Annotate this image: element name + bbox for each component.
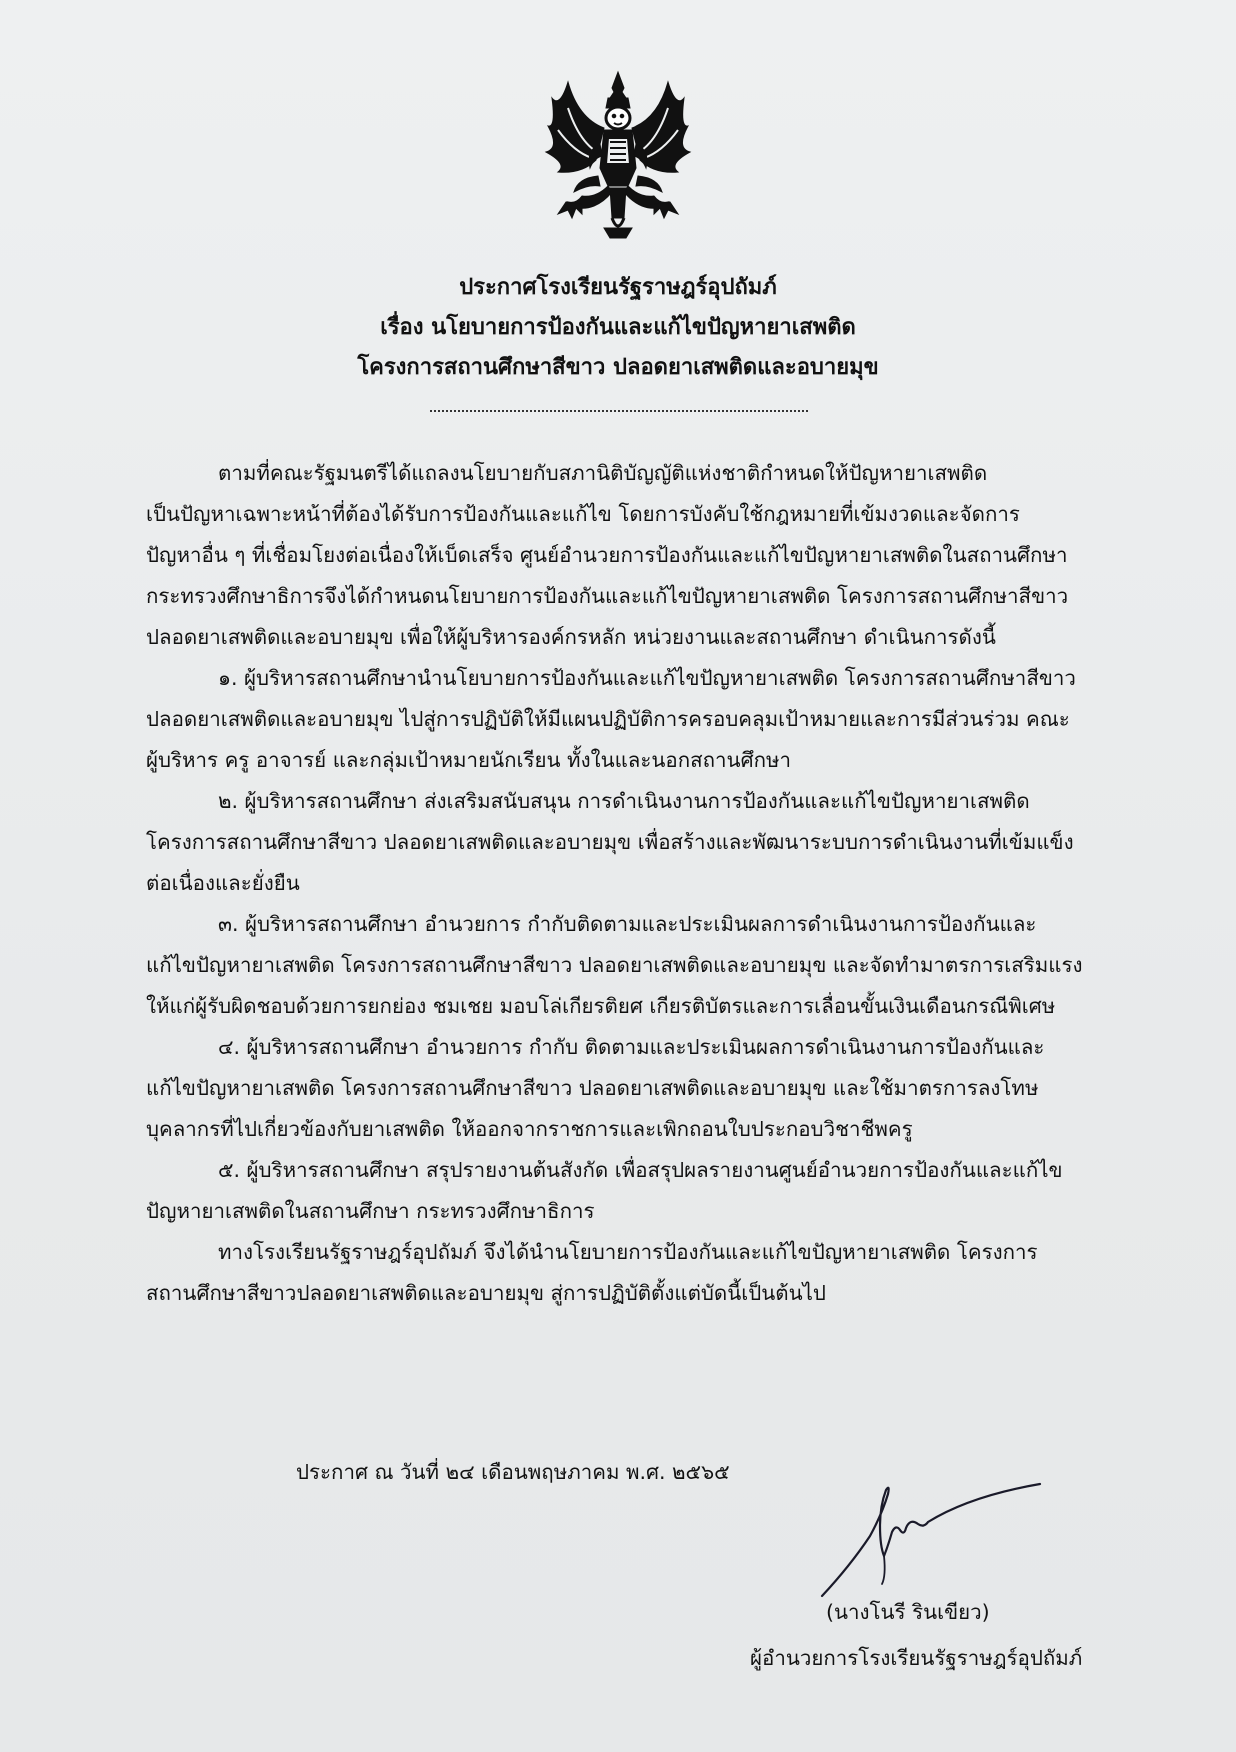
intro-paragraph bbox=[146, 453, 1086, 658]
paragraph-line: ต่อเนื่องและยั่งยืน bbox=[146, 871, 300, 895]
paragraph-line: ปัญหาอื่น ๆ ที่เชื่อมโยงต่อเนื่องให้เบ็ดเสร็จ ศูนย์อำนวยการป้องกันและแก้ไขปัญหายาเสพติดในสถานศึกษา bbox=[146, 543, 1068, 567]
paragraph-line: แก้ไขปัญหายาเสพติด โครงการสถานศึกษาสีขาว ปลอดยาเสพติดและอบายมุข และจัดทำมาตรการเสริมแรง bbox=[146, 953, 1083, 977]
paragraph-line: ปัญหายาเสพติดในสถานศึกษา กระทรวงศึกษาธิการ bbox=[146, 1199, 595, 1223]
paragraph-line: สถานศึกษาสีขาวปลอดยาเสพติดและอบายมุข สู่การปฏิบัติตั้งแต่บัดนี้เป็นต้นไป bbox=[146, 1281, 826, 1305]
policy-item-1 bbox=[146, 658, 1086, 781]
paragraph-line: กระทรวงศึกษาธิการจึงได้กำหนดนโยบายการป้องกันและแก้ไขปัญหายาเสพติด โครงการสถานศึกษาสีขาว bbox=[146, 584, 1069, 608]
policy-item-5 bbox=[146, 1150, 1086, 1232]
closing-paragraph bbox=[146, 1232, 1086, 1314]
paragraph-line: ตามที่คณะรัฐมนตรีได้แถลงนโยบายกับสภานิติบัญญัติแห่งชาติกำหนดให้ปัญหายาเสพติด bbox=[218, 461, 988, 485]
signer-name: (นางโนรี รินเขียว) bbox=[826, 1600, 990, 1624]
paragraph-line: ๕. ผู้บริหารสถานศึกษา สรุปรายงานต้นสังกัด เพื่อสรุปผลรายงานศูนย์อำนวยการป้องกันและแก้ไข bbox=[218, 1158, 1063, 1182]
policy-item-2 bbox=[146, 781, 1086, 904]
paragraph-line: แก้ไขปัญหายาเสพติด โครงการสถานศึกษาสีขาว ปลอดยาเสพติดและอบายมุข และใช้มาตรการลงโทษ bbox=[146, 1076, 1039, 1100]
handwritten-signature bbox=[810, 1466, 1050, 1606]
paragraph-line: ปลอดยาเสพติดและอบายมุข เพื่อให้ผู้บริหารองค์กรหลัก หน่วยงานและสถานศึกษา ดำเนินการดังนี้ bbox=[146, 625, 996, 649]
paragraph-line: ๑. ผู้บริหารสถานศึกษานำนโยบายการป้องกันและแก้ไขปัญหายาเสพติด โครงการสถานศึกษาสีขาว bbox=[218, 666, 1076, 690]
policy-item-3 bbox=[146, 904, 1086, 1027]
announcement-subject: เรื่อง นโยบายการป้องกันและแก้ไขปัญหายาเสพติด bbox=[380, 315, 856, 340]
policy-item-4 bbox=[146, 1027, 1086, 1150]
paragraph-line: เป็นปัญหาเฉพาะหน้าที่ต้องได้รับการป้องกันและแก้ไข โดยการบังคับใช้กฎหมายที่เข้มงวดและจัดการ bbox=[146, 502, 1020, 526]
garuda-emblem-icon bbox=[538, 68, 698, 244]
proclamation-date: ประกาศ ณ วันที่ ๒๔ เดือนพฤษภาคม พ.ศ. ๒๕๖๕ bbox=[296, 1460, 730, 1484]
paragraph-line: ปลอดยาเสพติดและอบายมุข ไปสู่การปฏิบัติให้มีแผนปฏิบัติการครอบคลุมเป้าหมายและการมีส่วนร่วม คณะ bbox=[146, 707, 1070, 731]
paragraph-line: บุคลากรที่ไปเกี่ยวข้องกับยาเสพติด ให้ออกจากราชการและเพิกถอนใบประกอบวิชาชีพครู bbox=[146, 1117, 913, 1141]
paragraph-line: ให้แก่ผู้รับผิดชอบด้วยการยกย่อง ชมเชย มอบโล่เกียรติยศ เกียรติบัตรและการเลื่อนขั้นเงินเดือนกรณีพิเศษ bbox=[146, 994, 1056, 1018]
paragraph-line: ๔. ผู้บริหารสถานศึกษา อำนวยการ กำกับ ติดตามและประเมินผลการดำเนินงานการป้องกันและ bbox=[218, 1035, 1045, 1059]
paragraph-line: ๒. ผู้บริหารสถานศึกษา ส่งเสริมสนับสนุน การดำเนินงานการป้องกันและแก้ไขปัญหายาเสพติด bbox=[218, 789, 1030, 813]
document-body bbox=[146, 453, 1086, 1314]
dotted-separator bbox=[430, 410, 808, 412]
paragraph-line: ๓. ผู้บริหารสถานศึกษา อำนวยการ กำกับติดตามและประเมินผลการดำเนินงานการป้องกันและ bbox=[218, 912, 1037, 936]
signer-title: ผู้อำนวยการโรงเรียนรัฐราษฎร์อุปถัมภ์ bbox=[750, 1646, 1083, 1670]
paragraph-line: โครงการสถานศึกษาสีขาว ปลอดยาเสพติดและอบายมุข เพื่อสร้างและพัฒนาระบบการดำเนินงานที่เข้มแข็ง bbox=[146, 830, 1074, 854]
paragraph-line: ผู้บริหาร ครู อาจารย์ และกลุ่มเป้าหมายนักเรียน ทั้งในและนอกสถานศึกษา bbox=[146, 748, 792, 772]
announcement-project-name: โครงการสถานศึกษาสีขาว ปลอดยาเสพติดและอบายมุข bbox=[357, 355, 879, 380]
paragraph-line: ทางโรงเรียนรัฐราษฎร์อุปถัมภ์ จึงได้นำนโยบายการป้องกันและแก้ไขปัญหายาเสพติด โครงการ bbox=[218, 1240, 1038, 1264]
announcement-title: ประกาศโรงเรียนรัฐราษฎร์อุปถัมภ์ bbox=[459, 275, 777, 300]
